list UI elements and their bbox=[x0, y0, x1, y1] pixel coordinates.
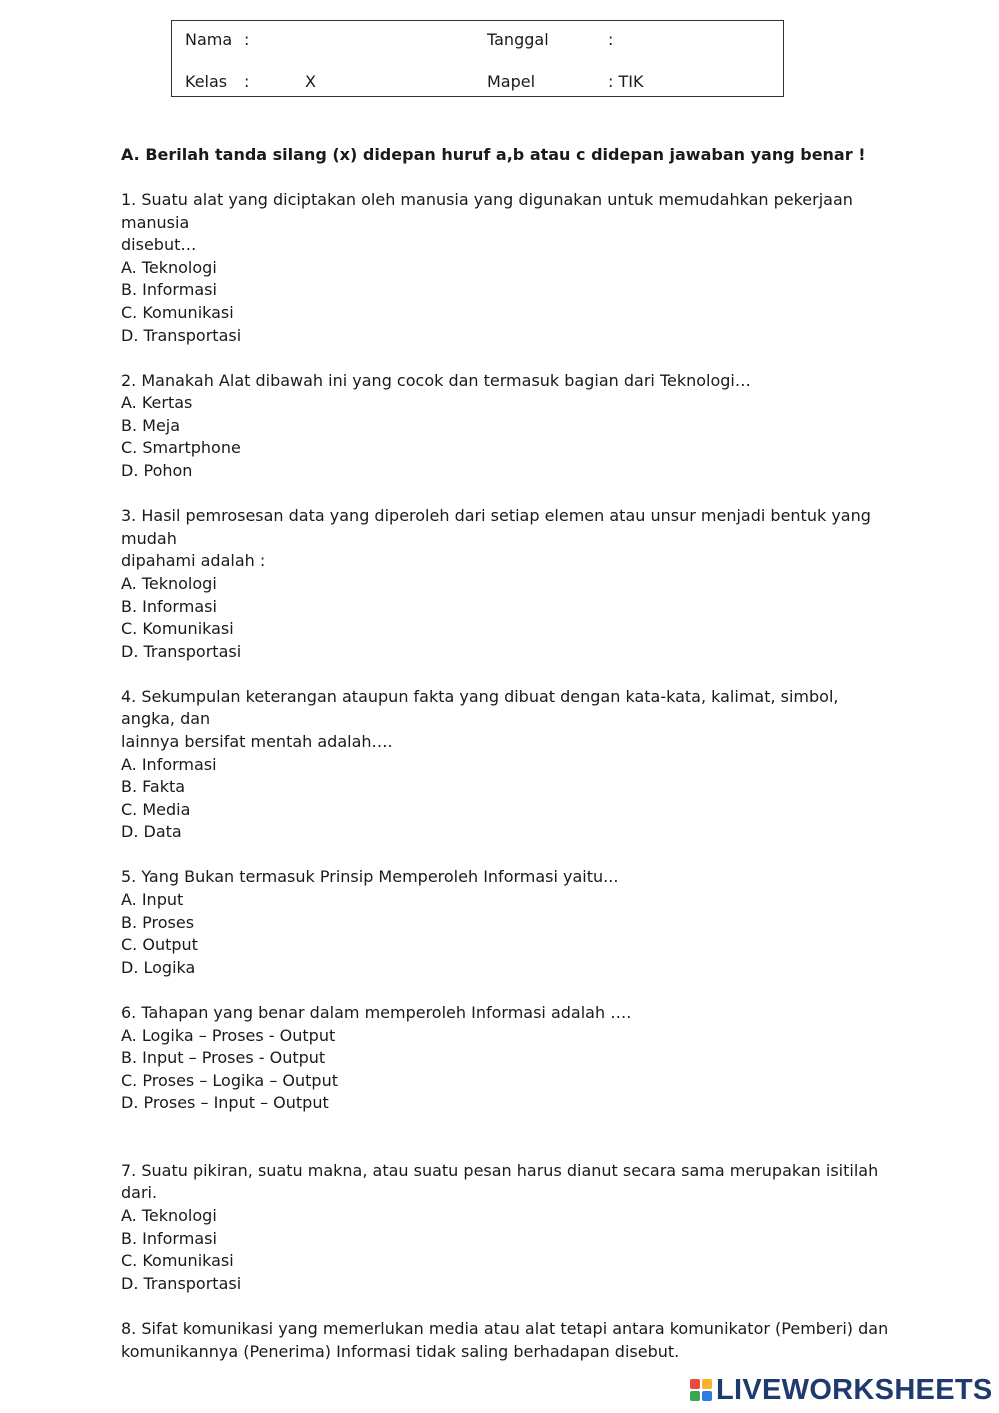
answer-option[interactable]: C. Komunikasi bbox=[121, 302, 234, 322]
answer-option[interactable]: D. Transportasi bbox=[121, 325, 242, 345]
kelas-label: Kelas bbox=[185, 72, 228, 91]
student-info-box bbox=[171, 20, 784, 97]
question-list bbox=[121, 189, 891, 1386]
instruction-heading: A. Berilah tanda silang (x) didepan huruf a,b atau c didepan jawaban yang benar ! bbox=[121, 145, 866, 164]
answer-option[interactable]: A. Teknologi bbox=[121, 257, 217, 277]
answer-option[interactable]: A. Teknologi bbox=[121, 573, 217, 593]
question-text: 4. Sekumpulan keterangan ataupun fakta yang dibuat dengan kata-kata, kalimat, simbol, angka, dan bbox=[121, 686, 839, 729]
mapel-value: : TIK bbox=[608, 72, 644, 91]
kelas-value: X bbox=[305, 72, 316, 91]
question-text: 2. Manakah Alat dibawah ini yang cocok dan termasuk bagian dari Teknologi… bbox=[121, 370, 751, 390]
nama-colon: : bbox=[244, 30, 250, 49]
answer-option[interactable]: A. Teknologi bbox=[121, 1206, 217, 1226]
answer-option[interactable]: D. Transportasi bbox=[121, 641, 242, 661]
answer-option[interactable]: D. Pohon bbox=[121, 461, 193, 481]
kelas-colon: : bbox=[244, 72, 250, 91]
answer-option[interactable]: D. Data bbox=[121, 822, 182, 842]
question-5 bbox=[121, 866, 891, 979]
answer-option[interactable]: C. Komunikasi bbox=[121, 1251, 234, 1271]
question-text: lainnya bersifat mentah adalah…. bbox=[121, 731, 393, 751]
answer-option[interactable]: A. Informasi bbox=[121, 754, 217, 774]
answer-option[interactable]: A. Input bbox=[121, 890, 184, 910]
logo-square bbox=[690, 1391, 700, 1401]
question-6 bbox=[121, 1002, 891, 1115]
question-1 bbox=[121, 189, 891, 347]
answer-option[interactable]: B. Proses bbox=[121, 912, 195, 932]
question-text: 8. Sifat komunikasi yang memerlukan media atau alat tetapi antara komunikator (Pemberi) dan bbox=[121, 1318, 889, 1338]
question-text: disebut… bbox=[121, 235, 197, 255]
answer-option[interactable]: A. Logika – Proses - Output bbox=[121, 1025, 336, 1045]
answer-option[interactable]: B. Input – Proses - Output bbox=[121, 1048, 326, 1068]
question-text: 7. Suatu pikiran, suatu makna, atau suatu pesan harus dianut secara sama merupakan isitilah dari. bbox=[121, 1160, 879, 1203]
answer-option[interactable]: A. Kertas bbox=[121, 393, 193, 413]
answer-option[interactable]: C. Proses – Logika – Output bbox=[121, 1070, 338, 1090]
question-text: 6. Tahapan yang benar dalam memperoleh Informasi adalah …. bbox=[121, 1002, 632, 1022]
question-2 bbox=[121, 370, 891, 483]
question-7 bbox=[121, 1160, 891, 1296]
logo-square bbox=[702, 1391, 712, 1401]
question-4 bbox=[121, 686, 891, 844]
question-text: 3. Hasil pemrosesan data yang diperoleh dari setiap elemen atau unsur menjadi bentuk yang mudah bbox=[121, 506, 871, 548]
answer-option[interactable]: B. Fakta bbox=[121, 777, 186, 797]
question-8 bbox=[121, 1318, 891, 1363]
question-3 bbox=[121, 505, 891, 663]
question-text: komunikannya (Penerima) Informasi tidak saling berhadapan disebut. bbox=[121, 1341, 680, 1361]
answer-option[interactable]: B. Informasi bbox=[121, 280, 217, 300]
logo-text: LIVEWORKSHEETS bbox=[716, 1374, 993, 1406]
answer-option[interactable]: D. Proses – Input – Output bbox=[121, 1093, 329, 1113]
answer-option[interactable]: C. Output bbox=[121, 935, 198, 955]
question-text: dipahami adalah : bbox=[121, 551, 266, 571]
logo-square bbox=[690, 1379, 700, 1389]
tanggal-colon: : bbox=[608, 30, 614, 49]
answer-option[interactable]: B. Informasi bbox=[121, 596, 217, 616]
answer-option[interactable]: D. Transportasi bbox=[121, 1273, 242, 1293]
answer-option[interactable]: B. Informasi bbox=[121, 1228, 217, 1248]
question-text: 5. Yang Bukan termasuk Prinsip Memperoleh Informasi yaitu... bbox=[121, 867, 619, 887]
liveworksheets-logo-icon bbox=[690, 1379, 712, 1401]
tanggal-label: Tanggal bbox=[487, 30, 549, 49]
nama-label: Nama bbox=[185, 30, 233, 49]
logo-square bbox=[702, 1379, 712, 1389]
answer-option[interactable]: C. Media bbox=[121, 799, 191, 819]
liveworksheets-logo bbox=[690, 1376, 993, 1404]
answer-option[interactable]: C. Komunikasi bbox=[121, 619, 234, 639]
question-text: 1. Suatu alat yang diciptakan oleh manusia yang digunakan untuk memudahkan pekerjaan manusia bbox=[121, 190, 853, 232]
answer-option[interactable]: B. Meja bbox=[121, 415, 181, 435]
mapel-label: Mapel bbox=[487, 72, 536, 91]
answer-option[interactable]: D. Logika bbox=[121, 957, 196, 977]
answer-option[interactable]: C. Smartphone bbox=[121, 438, 241, 458]
